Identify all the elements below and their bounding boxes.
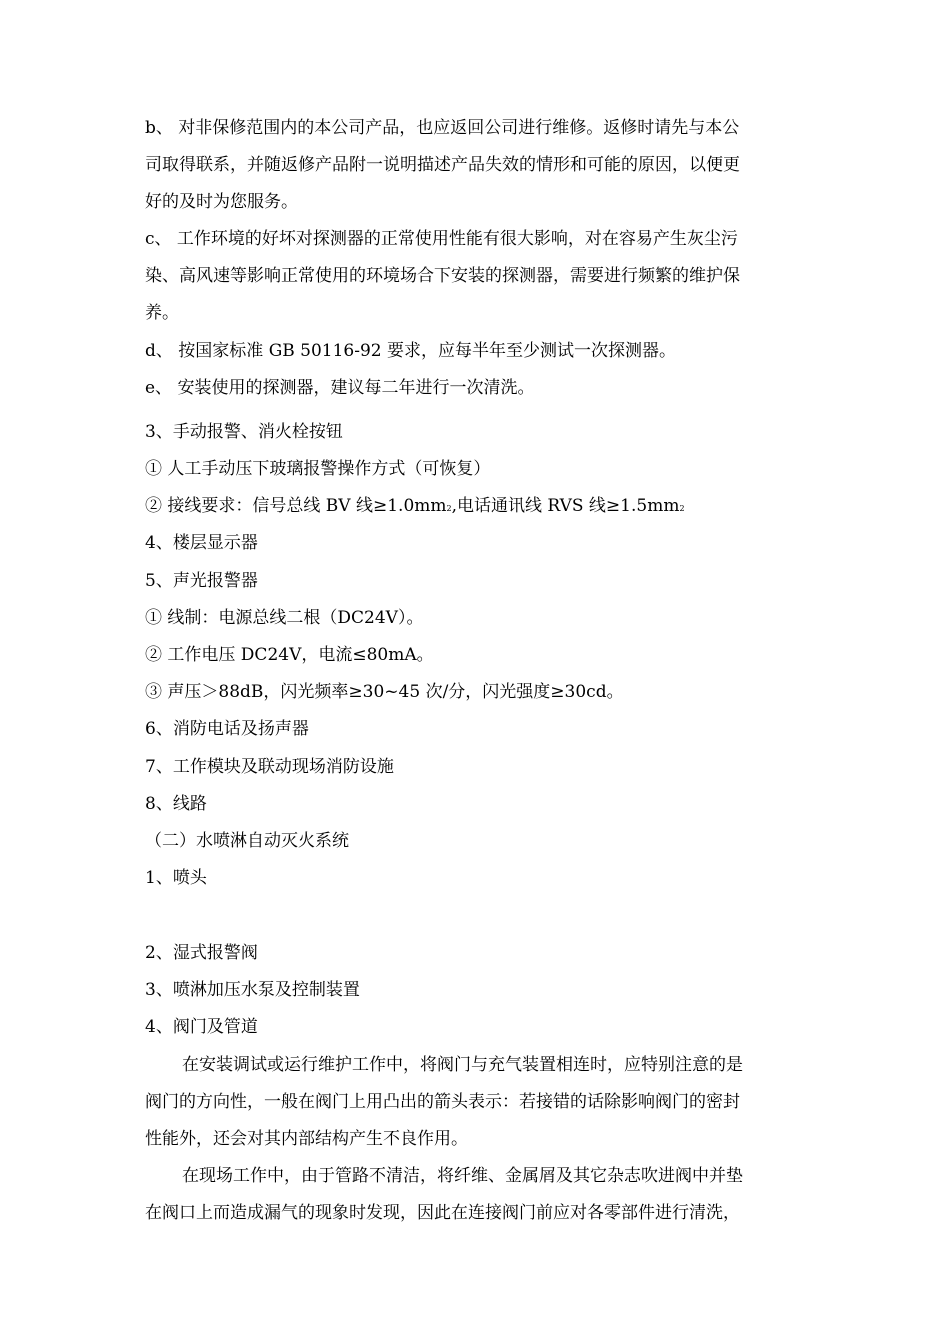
- text-line: 好的及时为您服务。: [145, 192, 298, 212]
- paragraph-line: 阀门的方向性，一般在阀门上用凸出的箭头表示：若接错的话除影响阀门的密封: [145, 1092, 740, 1112]
- section-heading: 3、手动报警、消火栓按钮: [145, 422, 343, 442]
- chapter-heading: （二）水喷淋自动灭火系统: [145, 831, 349, 851]
- paragraph-line: 在现场工作中，由于管路不清洁，将纤维、金属屑及其它杂志吹进阀中并垫: [182, 1166, 743, 1186]
- text-line: b、 对非保修范围内的本公司产品，也应返回公司进行维修。返修时请先与本公: [145, 118, 740, 138]
- section-heading: 7、工作模块及联动现场消防设施: [145, 757, 394, 777]
- text-line: 染、高风速等影响正常使用的环境场合下安装的探测器，需要进行频繁的维护保: [145, 266, 740, 286]
- text-line: d、 按国家标准 GB 50116-92 要求，应每半年至少测试一次探测器。: [145, 341, 677, 361]
- superscript: 2: [679, 504, 685, 513]
- wire-spec-text: ② 接线要求：信号总线 BV 线≥1.0mm: [145, 496, 447, 516]
- section-heading: 2、湿式报警阀: [145, 943, 258, 963]
- section-heading: 8、线路: [145, 794, 207, 814]
- list-item: ② 工作电压 DC24V，电流≤80mA。: [145, 645, 434, 665]
- paragraph-line: 在安装调试或运行维护工作中，将阀门与充气装置相连时，应特别注意的是: [182, 1055, 743, 1075]
- list-item: [145, 496, 815, 516]
- paragraph-line: 在阀口上而造成漏气的现象时发现，因此在连接阀门前应对各零部件进行清洗，: [145, 1203, 740, 1223]
- wire-spec-text: ,电话通讯线 RVS 线≥1.5mm: [451, 496, 680, 516]
- paragraph-line: 性能外，还会对其内部结构产生不良作用。: [145, 1129, 468, 1149]
- list-item: ① 线制：电源总线二根（DC24V）。: [145, 608, 424, 628]
- text-line: c、 工作环境的好坏对探测器的正常使用性能有很大影响，对在容易产生灰尘污: [145, 229, 738, 249]
- list-item: ③ 声压＞88dB，闪光频率≥30~45 次/分，闪光强度≥30cd。: [145, 682, 624, 702]
- text-line: 养。: [145, 303, 179, 323]
- section-heading: 5、声光报警器: [145, 571, 258, 591]
- section-heading: 4、楼层显示器: [145, 533, 258, 553]
- list-item: ① 人工手动压下玻璃报警操作方式（可恢复）: [145, 459, 491, 479]
- section-heading: 1、喷头: [145, 868, 207, 888]
- text-line: e、 安装使用的探测器，建议每二年进行一次清洗。: [145, 378, 535, 398]
- section-heading: 3、喷淋加压水泵及控制装置: [145, 980, 360, 1000]
- text-line: 司取得联系，并随返修产品附一说明描述产品失效的情形和可能的原因，以便更: [145, 155, 740, 175]
- superscript: 2: [446, 504, 452, 513]
- section-heading: 6、消防电话及扬声器: [145, 719, 309, 739]
- section-heading: 4、阀门及管道: [145, 1017, 258, 1037]
